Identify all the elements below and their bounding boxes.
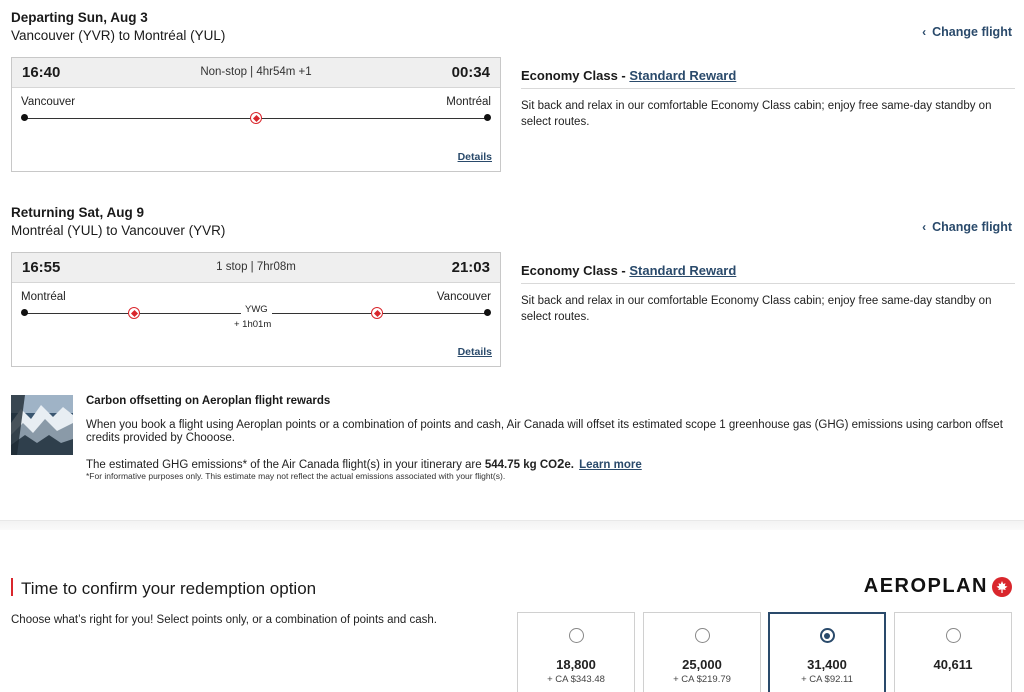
returning-flight-card — [11, 252, 501, 367]
origin-dot — [21, 309, 28, 316]
redemption-option-4[interactable] — [894, 612, 1012, 692]
departing-change-flight-link[interactable] — [922, 25, 1012, 39]
origin-city: Vancouver — [21, 96, 76, 108]
mountain-landscape-icon — [11, 395, 73, 455]
option-cash: + CA $343.48 — [547, 674, 605, 685]
chevron-left-icon: ‹ — [922, 220, 927, 234]
emissions-unit: e. — [564, 459, 574, 471]
learn-more-link[interactable]: Learn more — [579, 459, 642, 471]
option-points: 31,400 — [807, 657, 847, 672]
details-link[interactable]: Details — [457, 151, 492, 163]
flight-card-header — [12, 58, 500, 88]
maple-leaf-icon — [250, 112, 262, 124]
destination-city: Montréal — [446, 96, 491, 108]
redemption-option-3[interactable] — [768, 612, 886, 692]
details-link[interactable]: Details — [457, 346, 492, 358]
flight-card-header — [12, 253, 500, 283]
origin-city: Montréal — [21, 291, 66, 303]
stop-airport-code: YWG — [241, 304, 272, 315]
fare-description: Sit back and relax in our comfortable Economy Class cabin; enjoy free same-day standby on select routes. — [521, 295, 992, 323]
carbon-offset-title: Carbon offsetting on Aeroplan flight rewards — [86, 395, 331, 407]
option-cash: + CA $219.79 — [673, 674, 731, 685]
radio-button[interactable] — [569, 628, 584, 643]
mountain-image — [11, 395, 73, 455]
departing-route: Vancouver (YVR) to Montréal (YUL) — [11, 28, 226, 43]
standard-reward-link[interactable]: Standard Reward — [629, 263, 737, 278]
maple-leaf-icon — [992, 577, 1012, 597]
redemption-option-2[interactable] — [643, 612, 761, 692]
aeroplan-wordmark: AEROPLAN — [863, 575, 988, 597]
option-points: 25,000 — [682, 657, 722, 672]
destination-city: Vancouver — [436, 291, 491, 303]
fare-class: Economy Class - — [521, 68, 626, 83]
section-accent-bar — [11, 578, 13, 596]
ghg-emissions-line — [86, 456, 642, 471]
flight-summary: Non-stop | 4hr54m +1 — [200, 66, 312, 78]
departing-title: Departing Sun, Aug 3 — [11, 10, 148, 25]
layover-duration: + 1h01m — [234, 319, 272, 330]
returning-route: Montréal (YUL) to Vancouver (YVR) — [11, 223, 226, 238]
emissions-disclaimer: *For informative purposes only. This estimate may not reflect the actual emissions associated with your flight(s). — [86, 471, 506, 481]
fare-divider — [521, 283, 1015, 284]
radio-button-selected[interactable] — [820, 628, 835, 643]
departure-time: 16:55 — [22, 259, 61, 276]
emissions-prefix: The estimated GHG emissions* of the Air Canada flight(s) in your itinerary are — [86, 459, 482, 471]
maple-leaf-icon — [128, 307, 140, 319]
co2-subscript: 2 — [557, 456, 565, 471]
redemption-option-1[interactable] — [517, 612, 635, 692]
destination-dot — [484, 114, 491, 121]
carbon-offset-text: When you book a flight using Aeroplan points or a combination of points and cash, Air Canada will offset its estimated scope 1 greenhouse gas (GHG) emissions using carbon offset credits provided by Chooose. — [86, 419, 1003, 444]
standard-reward-link[interactable]: Standard Reward — [629, 68, 737, 83]
aeroplan-logo — [864, 575, 1012, 598]
redemption-title: Time to confirm your redemption option — [21, 579, 317, 598]
change-flight-label: Change flight — [932, 220, 1012, 234]
option-cash: + CA $92.11 — [801, 674, 853, 685]
departure-time: 16:40 — [22, 64, 61, 81]
option-points: 18,800 — [556, 657, 596, 672]
flight-summary: 1 stop | 7hr08m — [216, 261, 296, 273]
emissions-value: 544.75 kg CO2e. — [484, 456, 574, 471]
departing-flight-card — [11, 57, 501, 172]
option-points: 40,611 — [933, 657, 973, 672]
arrival-time: 21:03 — [451, 259, 490, 276]
section-divider — [0, 520, 1024, 530]
fare-description: Sit back and relax in our comfortable Economy Class cabin; enjoy free same-day standby on select routes. — [521, 100, 992, 128]
radio-button[interactable] — [946, 628, 961, 643]
returning-title: Returning Sat, Aug 9 — [11, 205, 145, 220]
radio-button[interactable] — [695, 628, 710, 643]
change-flight-label: Change flight — [932, 25, 1012, 39]
arrival-time: 00:34 — [451, 64, 490, 81]
maple-leaf-icon — [371, 307, 383, 319]
origin-dot — [21, 114, 28, 121]
returning-change-flight-link[interactable] — [922, 220, 1012, 234]
chevron-left-icon: ‹ — [922, 25, 927, 39]
fare-divider — [521, 88, 1015, 89]
fare-class: Economy Class - — [521, 263, 626, 278]
fare-heading — [521, 68, 736, 83]
redemption-subtitle: Choose what’s right for you! Select points only, or a combination of points and cash. — [11, 614, 437, 626]
destination-dot — [484, 309, 491, 316]
fare-heading — [521, 263, 736, 278]
